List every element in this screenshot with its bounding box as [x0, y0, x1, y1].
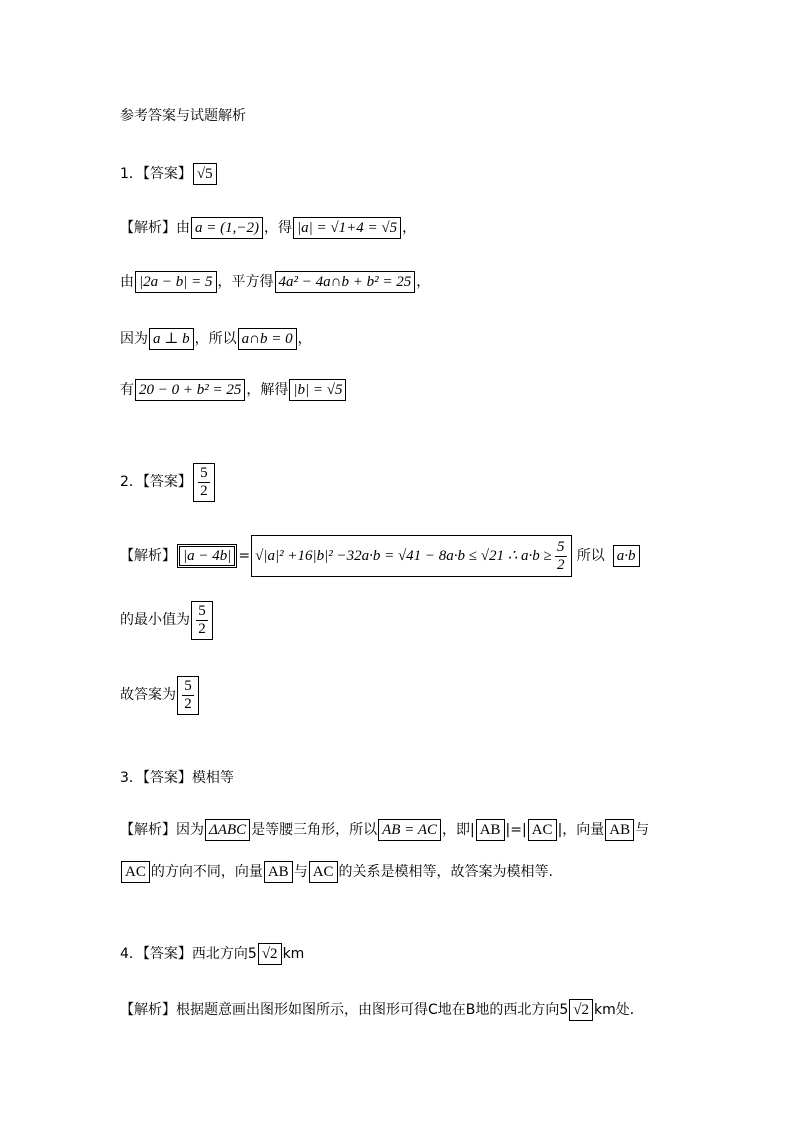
q1-text: ，所以	[194, 331, 237, 347]
q3-text: 的方向不同，向量	[150, 864, 263, 880]
q2-formula: |a − 4b|	[177, 544, 237, 568]
fraction-numerator: 5	[557, 538, 565, 555]
q1-formula: |2a − b| = 5	[135, 271, 217, 293]
q3-explain-line-1	[120, 818, 649, 842]
q1-explain-line-2	[120, 270, 430, 294]
q3-vector-ab: AB	[605, 819, 634, 841]
q4-answer-formula: √2	[258, 943, 282, 965]
fraction-numerator: 5	[200, 464, 208, 481]
q3-text: |，向量	[557, 822, 605, 838]
q3-formula: AB = AC	[378, 819, 441, 841]
fraction-numerator: 5	[184, 677, 192, 694]
q1-formula: a ⊥ b	[149, 328, 194, 350]
q1-text: 有	[120, 382, 134, 398]
q2-text: 所以	[576, 548, 605, 564]
q1-text: 由	[120, 274, 134, 290]
q2-text: 【解析】	[120, 548, 176, 564]
q2-explain-line-2	[120, 602, 214, 637]
fraction-denominator: 2	[184, 695, 192, 712]
q3-vector-ab: AB	[476, 819, 505, 841]
q1-answer-label: 1．【答案】	[120, 166, 192, 182]
q3-text: 与	[293, 864, 308, 880]
q1-explain-line-3	[120, 327, 312, 351]
q3-text: ，即|	[441, 822, 475, 838]
q4-answer-line	[120, 942, 304, 966]
q1-formula: |b| = √5	[289, 379, 346, 401]
q3-vector-ac: AC	[121, 861, 150, 883]
fraction-denominator: 2	[198, 620, 206, 637]
q1-formula: a = (1,−2)	[191, 217, 263, 239]
q2-inline-fraction	[553, 539, 567, 574]
q2-final-fraction	[177, 676, 199, 715]
q3-text: 【解析】因为	[120, 822, 204, 838]
fraction-denominator: 2	[200, 482, 208, 499]
q1-text: ，	[402, 220, 417, 236]
q1-formula: a∩b = 0	[238, 328, 297, 350]
q3-answer-line	[120, 766, 234, 790]
q2-formula-long	[251, 535, 572, 577]
q3-vector-ab: AB	[264, 861, 293, 883]
q3-explain-line-2	[120, 860, 553, 884]
q4-formula: √2	[569, 999, 593, 1021]
q1-explain-line-1	[120, 216, 416, 240]
q3-formula: ΔABC	[205, 819, 250, 841]
q2-answer-fraction	[193, 463, 215, 502]
q1-text: 因为	[120, 331, 148, 347]
q1-text: ，	[297, 331, 312, 347]
page-title	[120, 104, 246, 128]
q1-text: ，得	[263, 220, 292, 236]
q3-text: 是等腰三角形，所以	[251, 822, 378, 838]
q1-answer-line	[120, 162, 218, 186]
title-text: 参考答案与试题解析	[120, 108, 246, 124]
q3-vector-ac: AC	[528, 819, 557, 841]
q2-explain-line-3	[120, 677, 200, 712]
q2-answer-label: 2．【答案】	[120, 474, 192, 490]
q3-text: 的关系是模相等，故答案为模相等.	[338, 864, 553, 880]
q4-answer-unit: km	[282, 946, 305, 962]
q1-formula: |a| = √1+4 = √5	[293, 217, 401, 239]
q2-formula-main: √|a|² +16|b|² −32a·b = √41 − 8a·b ≤ √21 ∴ a·b ≥	[255, 548, 552, 564]
q1-text: 【解析】由	[120, 220, 190, 236]
fraction-denominator: 2	[557, 556, 565, 573]
q3-text: 与	[635, 822, 650, 838]
q2-text: 故答案为	[120, 687, 176, 703]
q1-answer-formula: √5	[193, 163, 217, 185]
q1-text: ，解得	[246, 382, 289, 398]
q1-text: ，平方得	[217, 274, 274, 290]
q3-text: |=|	[505, 822, 527, 838]
q1-text: ，	[416, 274, 431, 290]
q1-explain-line-4	[120, 378, 347, 402]
q4-explain-line-1	[120, 998, 644, 1022]
q2-answer-line	[120, 464, 216, 499]
q1-formula: 4a² − 4a∩b + b² = 25	[275, 271, 416, 293]
q4-text: km处．	[594, 1002, 644, 1018]
q4-answer-label: 4．【答案】西北方向5	[120, 946, 257, 962]
q3-answer-label: 3．【答案】模相等	[120, 770, 234, 786]
q2-text: 的最小值为	[120, 612, 190, 628]
q2-min-fraction	[191, 601, 213, 640]
q2-explain-line-1	[120, 538, 641, 573]
fraction-numerator: 5	[198, 602, 206, 619]
q1-formula: 20 − 0 + b² = 25	[135, 379, 245, 401]
q2-text: =	[238, 548, 251, 564]
q3-vector-ac: AC	[309, 861, 338, 883]
q2-formula: a·b	[613, 545, 640, 567]
q4-text: 【解析】根据题意画出图形如图所示，由图形可得C地在B地的西北方向5	[120, 1002, 569, 1018]
